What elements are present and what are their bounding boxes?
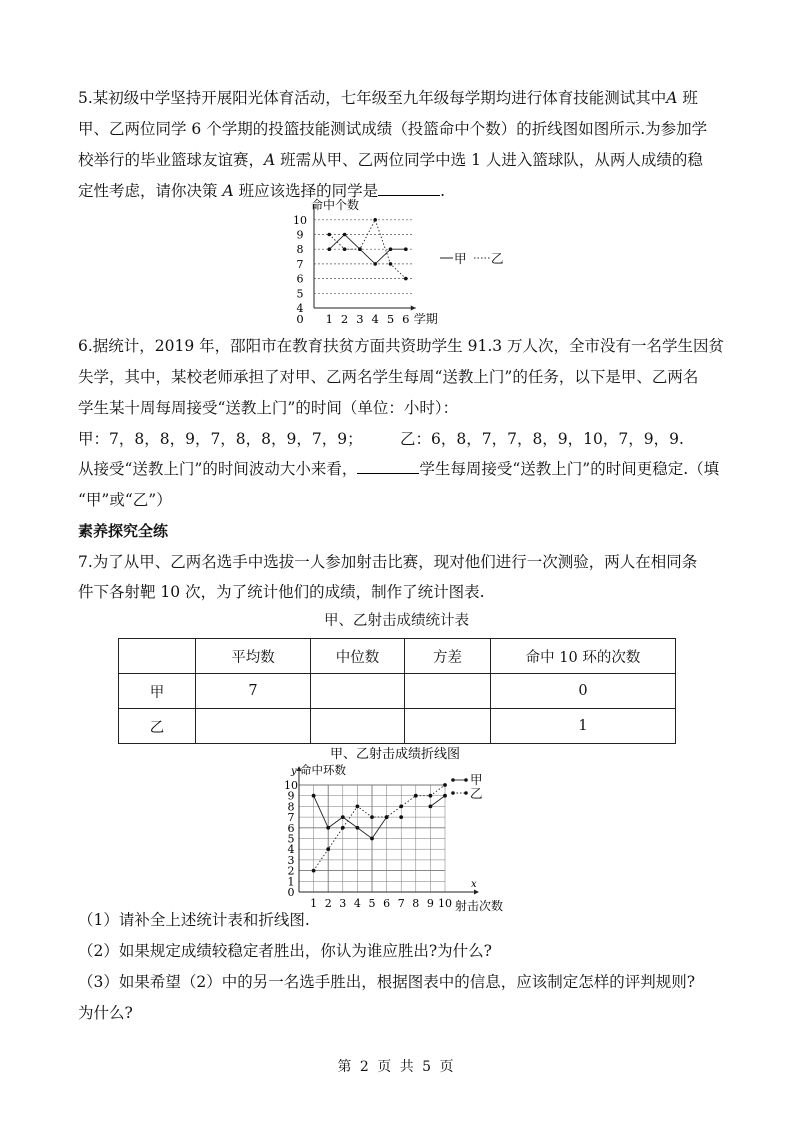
- data-point-甲: [443, 794, 447, 798]
- data-point-乙: [414, 794, 418, 798]
- table-cell-blank[interactable]: [405, 674, 491, 709]
- x-tick-label: 4: [353, 897, 361, 910]
- q6-line-2: 失学，其中，某校老师承担了对甲、乙两名学生每周“送教上门”的任务，以下是甲、乙两名: [78, 368, 699, 386]
- table-cell-blank[interactable]: [196, 709, 311, 744]
- y-tick-label: 7: [287, 811, 295, 825]
- q7-sub-3: （3）如果希望（2）中的另一名选手胜出，根据图表中的信息，应该制定怎样的评判规则?: [78, 973, 696, 991]
- table-row: [119, 709, 676, 744]
- x-tick-label: 5: [386, 312, 395, 326]
- table-cell-blank[interactable]: [311, 709, 405, 744]
- data-point-乙: [370, 815, 374, 819]
- q5-text: 班: [677, 89, 698, 107]
- data-point-乙: [399, 805, 403, 809]
- y-tick-label: 7: [296, 257, 304, 271]
- table-cell: 乙: [119, 709, 196, 744]
- y-axis-label: 命中个数: [311, 198, 360, 212]
- table-cell: 1: [491, 709, 676, 744]
- class-label: A: [264, 151, 276, 169]
- x-tick-label: 1: [325, 312, 333, 326]
- data-point-乙: [341, 826, 345, 830]
- table-header-cell: [119, 639, 196, 674]
- x-tick-label: 5: [368, 897, 376, 910]
- q7-line-1: 7.为了从甲、乙两名选手中选拔一人参加射击比赛，现对他们进行一次测验，两人在相同条: [78, 553, 698, 571]
- table-header-cell: 平均数: [196, 639, 311, 674]
- y-tick-label: 6: [296, 272, 304, 286]
- table-row: [119, 674, 676, 709]
- data-point-乙: [356, 805, 360, 809]
- y-tick-label: 5: [296, 287, 304, 301]
- data-point-甲: [370, 837, 374, 841]
- x-axis-arrow: [474, 890, 479, 895]
- yi-data: 乙：6，8，7，7，8，9，10，7，9，9.: [400, 430, 684, 448]
- data-point-乙: [312, 869, 316, 873]
- y-tick-label: 2: [287, 864, 295, 878]
- class-label: A: [222, 182, 234, 200]
- q5-text: 班需从甲、乙两位同学中选 1 人进入篮球队，从两人成绩的稳: [275, 151, 703, 169]
- q6-text: 从接受“送教上门”的时间波动大小来看，: [78, 460, 358, 478]
- legend-label: 乙: [491, 251, 504, 266]
- x-tick-label: 10: [438, 897, 452, 910]
- data-point-甲: [312, 794, 316, 798]
- answer-blank-q5[interactable]: [378, 181, 440, 196]
- q6-text: 学生每周接受“送教上门”的时间更稳定.（填: [419, 460, 720, 478]
- section-title: 素养探究全练: [78, 522, 169, 540]
- y-axis-label: 命中环数: [300, 763, 346, 777]
- q5-line-2: 甲、乙两位同学 6 个学期的投篮技能测试成绩（投篮命中个数）的折线图如图所示.为参加学: [78, 120, 708, 138]
- y-tick-label: 1: [287, 875, 295, 889]
- data-point-乙: [326, 847, 330, 851]
- legend-label: 甲: [470, 772, 483, 787]
- y-tick-label: 9: [296, 228, 304, 242]
- data-point-乙: [389, 262, 393, 266]
- x-tick-label: 2: [340, 312, 349, 326]
- data-point-甲: [356, 826, 360, 830]
- q5-text: .: [440, 182, 446, 200]
- data-point-乙: [385, 815, 389, 819]
- q6-line-4: [78, 429, 718, 449]
- legend-dot: [464, 791, 468, 795]
- legend-label: 甲: [454, 251, 467, 266]
- data-point-甲: [328, 247, 332, 251]
- q7-line-2: 件下各射靶 10 次，为了统计他们的成绩，制作了统计图表.: [78, 583, 485, 601]
- x-tick-label: 1: [310, 897, 318, 910]
- data-point-甲: [326, 826, 330, 830]
- y-tick-label: 8: [296, 243, 304, 257]
- table-header-row: [119, 639, 676, 674]
- q6-line-5: [78, 459, 718, 479]
- data-point-乙: [404, 277, 408, 281]
- q5-text: 班应该选择的同学是: [233, 182, 379, 200]
- data-point-甲: [373, 262, 377, 266]
- y-tick-label: 8: [287, 800, 295, 814]
- q6-line-6: “甲”或“乙”）: [78, 491, 172, 509]
- table-cell: 甲: [119, 674, 196, 709]
- table-cell-blank[interactable]: [405, 709, 491, 744]
- class-label: A: [666, 89, 678, 107]
- x-tick-label: 6: [402, 312, 410, 326]
- series-line-甲: [430, 796, 445, 807]
- data-point-乙: [373, 218, 377, 222]
- jia-data: 甲：7，8，8，9，7，8，8，9，7，9；: [78, 430, 363, 448]
- x-axis-label: 射击次数: [455, 899, 504, 912]
- q5-text: 5.某初级中学坚持开展阳光体育活动，七年级至九年级每学期均进行体育技能测试其中: [78, 89, 667, 107]
- x-tick-label: 8: [412, 897, 420, 910]
- stats-table: [118, 638, 676, 744]
- chart-title: 甲、乙射击成绩折线图: [329, 747, 461, 762]
- data-point-甲: [341, 815, 345, 819]
- x-tick-label: 6: [383, 897, 391, 910]
- table-header-cell: 中位数: [311, 639, 405, 674]
- x-axis-label: 学期: [413, 312, 438, 326]
- x-tick-label: 2: [324, 897, 332, 910]
- x-tick-label: 3: [339, 897, 347, 910]
- answer-blank-q6[interactable]: [357, 459, 419, 474]
- data-point-甲: [389, 247, 393, 251]
- x-tick-label: 3: [356, 312, 364, 326]
- data-point-甲: [343, 233, 347, 237]
- y-tick-label: 4: [287, 843, 295, 857]
- legend-label: 乙: [470, 786, 483, 801]
- data-point-乙: [343, 247, 347, 251]
- y-axis-symbol: y: [291, 766, 297, 777]
- x-axis-arrow: [411, 306, 416, 311]
- data-point-甲: [404, 247, 408, 251]
- table-cell: 7: [196, 674, 311, 709]
- q5-line-3: [78, 150, 718, 170]
- table-cell: 0: [491, 674, 676, 709]
- data-point-乙: [358, 247, 362, 251]
- x-tick-label: 7: [397, 897, 405, 910]
- q5-text: 定性考虑，请你决策: [78, 182, 223, 200]
- chart-q7-shooting: [270, 744, 520, 912]
- y-tick-label: 10: [293, 213, 307, 227]
- table-cell-blank[interactable]: [311, 674, 405, 709]
- y-tick-label: 4: [296, 302, 304, 315]
- q5-text: 校举行的毕业篮球友谊赛，: [78, 151, 265, 169]
- y-tick-label: 0: [287, 886, 295, 899]
- q6-line-3: 学生某十周每周接受“送教上门”的时间（单位：小时）：: [78, 399, 459, 417]
- data-point-甲: [429, 805, 433, 809]
- table-header-cell: 方差: [405, 639, 491, 674]
- q5-line-1: [78, 88, 718, 108]
- y-tick-label: 3: [287, 853, 295, 867]
- x-tick-label: 9: [426, 897, 434, 910]
- table-header-cell: 命中 10 环的次数: [491, 639, 676, 674]
- y-tick-label: 10: [284, 779, 298, 792]
- y-tick-label: 9: [287, 789, 295, 803]
- data-point-甲: [399, 815, 403, 819]
- legend-dot: [464, 778, 468, 782]
- x-tick-label: 0: [296, 312, 304, 326]
- table-title: 甲、乙射击成绩统计表: [324, 613, 469, 629]
- q7-sub-4: 为什么?: [78, 1004, 133, 1022]
- y-tick-label: 5: [287, 832, 295, 846]
- data-point-乙: [328, 233, 332, 237]
- y-tick-label: 6: [287, 821, 295, 835]
- x-axis-symbol: x: [471, 879, 477, 890]
- chart-q5-basketball: [290, 196, 520, 328]
- q7-sub-1: （1）请补全上述统计表和折线图.: [78, 911, 310, 929]
- q7-sub-2: （2）如果规定成绩较稳定者胜出，你认为谁应胜出?为什么?: [78, 942, 492, 960]
- data-point-乙: [443, 783, 447, 787]
- page-footer: 第 2 页 共 5 页: [337, 1059, 456, 1075]
- data-point-乙: [429, 794, 433, 798]
- q6-line-1: 6.据统计，2019 年，邵阳市在教育扶贫方面共资助学生 91.3 万人次，全市没有一名学生因贫: [78, 337, 725, 355]
- x-tick-label: 4: [371, 312, 379, 326]
